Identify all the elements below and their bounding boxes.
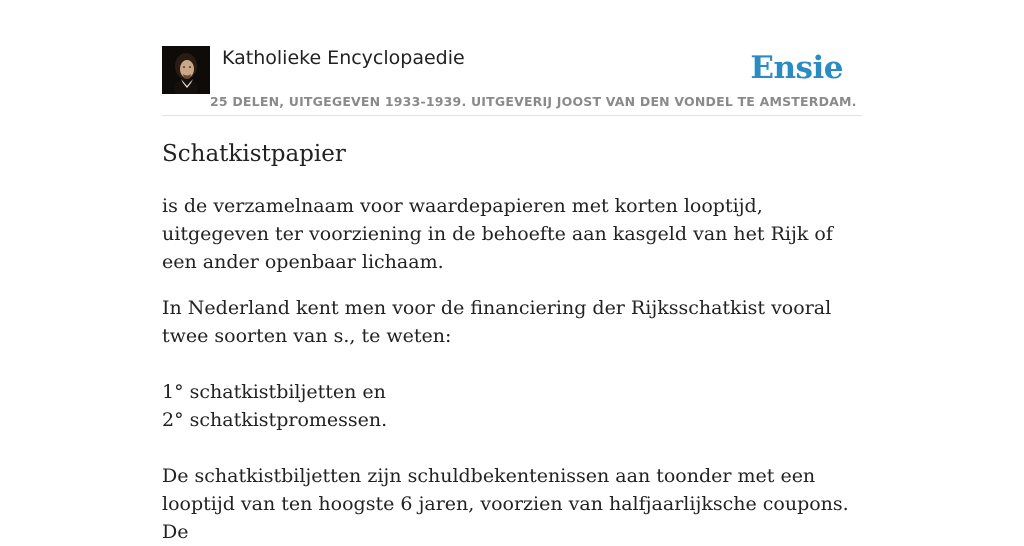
list-item: 2° schatkistpromessen. bbox=[162, 409, 388, 431]
article-body bbox=[162, 136, 862, 546]
portrait-image bbox=[162, 46, 210, 94]
source-subtitle: 25 DELEN, UITGEGEVEN 1933-1939. UITGEVERIJ JOOST VAN DEN VONDEL TE AMSTERDAM. bbox=[210, 94, 857, 109]
ensie-logo[interactable]: Ensie bbox=[750, 50, 843, 86]
blank-line bbox=[162, 350, 862, 378]
article-paragraph: is de verzamelnaam voor waardepapieren met korten looptijd, uitgegeven ter voorziening in de behoefte aan kasgeld van het Rijk of een ander openbaar lichaam. bbox=[162, 195, 833, 273]
source-title[interactable]: Katholieke Encyclopaedie bbox=[222, 47, 465, 69]
source-header bbox=[162, 46, 862, 116]
article-title: Schatkistpapier bbox=[162, 141, 346, 167]
list-item: 1° schatkistbiljetten en bbox=[162, 381, 386, 403]
article-paragraph: De schatkistbiljetten zijn schuldbekentenissen aan toonder met een looptijd van ten hoogste 6 jaren, voorzien van halfjaarlijksche coupons. De bbox=[162, 465, 849, 543]
source-avatar[interactable] bbox=[162, 46, 210, 94]
blank-line bbox=[162, 434, 862, 462]
article-paragraph: In Nederland kent men voor de financiering der Rijksschatkist vooral twee soorten van s., te weten: bbox=[162, 297, 832, 347]
